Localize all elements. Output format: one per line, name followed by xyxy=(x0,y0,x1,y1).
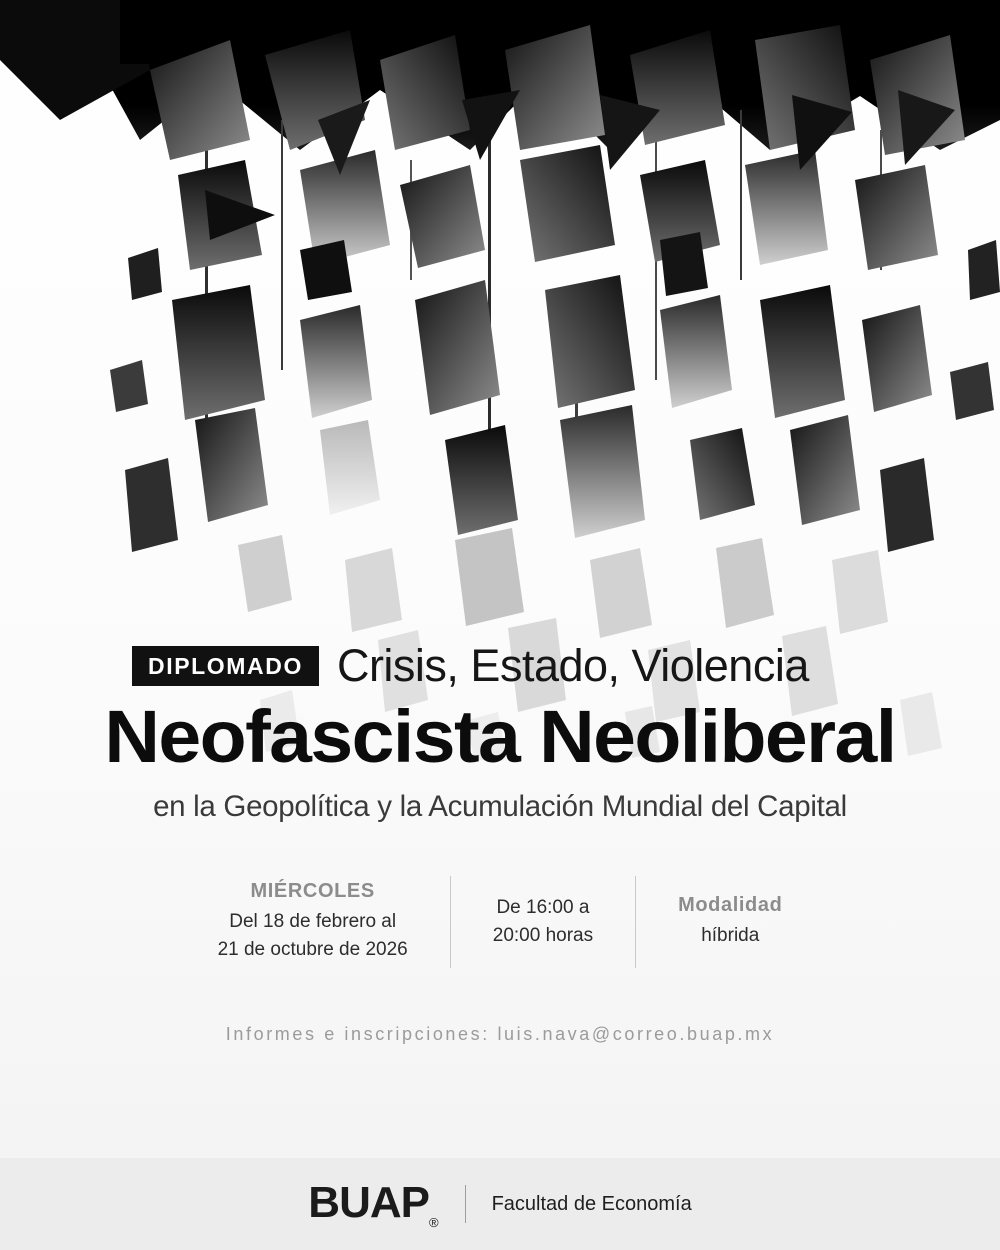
title-row xyxy=(60,640,940,692)
info-dates-heading: MIÉRCOLES xyxy=(250,880,375,903)
registered-mark-icon: ® xyxy=(428,1214,439,1230)
footer-divider xyxy=(465,1185,466,1223)
info-modality-heading: Modalidad xyxy=(678,893,783,916)
info-column-schedule xyxy=(450,876,635,968)
footer-bar xyxy=(0,1158,1000,1250)
subtitle: en la Geopolítica y la Acumulación Mundial del Capital xyxy=(153,789,847,823)
info-column-dates xyxy=(176,876,450,968)
headline: Neofascista Neoliberal xyxy=(104,695,896,778)
info-dates-line-2: 21 de octubre de 2026 xyxy=(217,938,408,960)
buap-logo xyxy=(308,1178,438,1230)
info-dates-line-1: Del 18 de febrero al xyxy=(229,911,397,933)
info-schedule-line-2: 20:00 horas xyxy=(492,924,594,946)
info-modality-value: híbrida xyxy=(701,924,760,946)
faculty-label: Facultad de Economía xyxy=(491,1192,692,1215)
poster-content xyxy=(0,640,1000,1045)
info-column-modality xyxy=(635,876,824,968)
buap-logo-text: BUAP xyxy=(308,1178,429,1228)
contact-line: Informes e inscripciones: luis.nava@correo.buap.mx xyxy=(225,1023,775,1044)
info-strip xyxy=(60,876,940,968)
diplomado-badge: DIPLOMADO xyxy=(132,646,319,686)
title-main: Crisis, Estado, Violencia xyxy=(336,640,809,691)
info-schedule-line-1: De 16:00 a xyxy=(496,897,590,919)
